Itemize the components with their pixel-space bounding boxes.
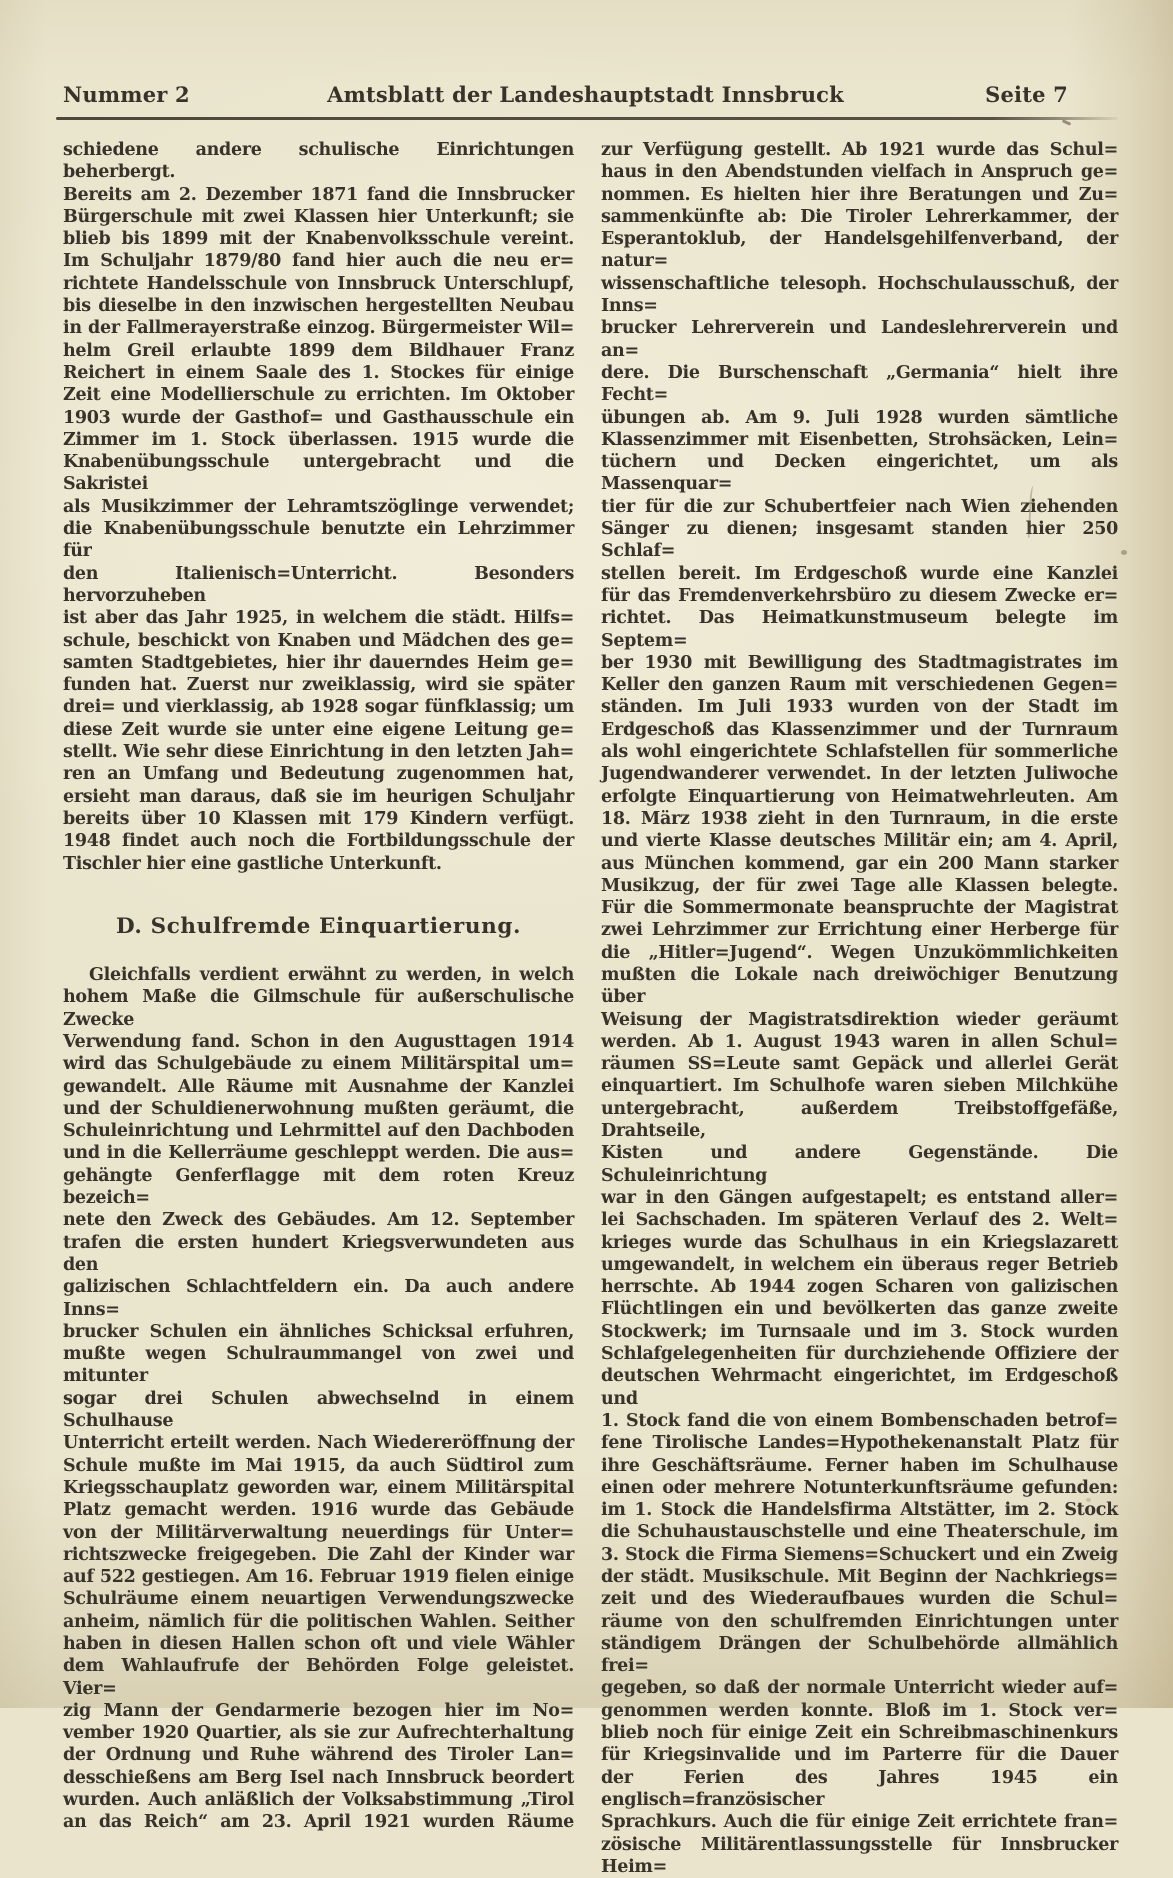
text-line: einen oder mehrere Notunterkunftsräume gefunden: [601, 1477, 1118, 1498]
text-line: schiedene andere schulische Einrichtungen beherbergt. [63, 140, 574, 183]
text-line: von der Militärverwaltung neuerdings für Unter= [63, 1522, 574, 1543]
text-line: nommen. Es hielten hier ihre Beratungen und Zu= [601, 184, 1118, 205]
text-line: für das Fremdenverkehrsbüro zu diesem Zwecke er= [601, 585, 1118, 606]
paragraph [63, 964, 574, 1834]
text-line: ersieht man daraus, daß sie im heurigen Schuljahr [63, 786, 574, 807]
text-line: blieb noch für einige Zeit ein Schreibmaschinenkurs [601, 1723, 1118, 1744]
paper-speck [1121, 550, 1127, 555]
text-line: werden. Ab 1. August 1943 waren in allen Schul= [601, 1031, 1118, 1052]
text-line: herrschte. Ab 1944 zogen Scharen von galizischen [601, 1277, 1118, 1298]
text-line: trafen die ersten hundert Kriegsverwundeten aus den [63, 1232, 574, 1275]
text-line: als Musikzimmer der Lehramtszöglinge verwendet; [63, 496, 574, 517]
text-line: 1. Stock fand die von einem Bombenschaden betrof= [601, 1410, 1118, 1431]
text-line: der städt. Musikschule. Mit Beginn der Nachkriegs= [601, 1567, 1118, 1587]
text-line: Unterricht erteilt werden. Nach Wiedereröffnung der [63, 1433, 574, 1454]
text-line: Schulräume einem neuartigen Verwendungszwecke [63, 1589, 574, 1610]
text-line: blieb bis 1899 mit der Knabenvolksschule vereint. [63, 229, 574, 250]
text-line: auf 522 gestiegen. Am 16. Februar 1919 fielen einige [63, 1567, 574, 1588]
text-line: umgewandelt, in welchem ein überaus reger Betrieb [601, 1254, 1118, 1275]
text-line: der Ferien des Jahres 1945 ein englisch=französischer [601, 1767, 1118, 1810]
text-line: sogar drei Schulen abwechselnd in einem Schulhause [63, 1388, 574, 1432]
text-line: Sänger zu dienen; insgesamt standen hier 250 Schlaf= [601, 519, 1118, 562]
text-line: Kisten und andere Gegenstände. Die Schuleinrichtung [601, 1143, 1118, 1186]
paper-speck [862, 816, 866, 820]
text-line: richtszwecke freigegeben. Die Zahl der Kinder war [63, 1544, 574, 1565]
text-line: bereits über 10 Klassen mit 179 Kindern verfügt. [63, 808, 574, 829]
text-line: Esperantoklub, der Handelsgehilfenverband, der natur= [601, 229, 1118, 272]
text-line: Bereits am 2. Dezember 1871 fand die Innsbrucker [63, 184, 574, 205]
text-line: zur Verfügung gestellt. Ab 1921 wurde das Schul= [601, 140, 1118, 160]
text-line: Musikzug, der für zwei Tage alle Klassen belegte. [601, 875, 1118, 896]
text-line: stellen bereit. Im Erdgeschoß wurde eine Kanzlei [601, 563, 1118, 584]
text-line: richtet. Das Heimatkunstmuseum belegte im Septem= [601, 608, 1118, 651]
paper-speck [90, 836, 94, 840]
text-line: tier für die zur Schubertfeier nach Wien ziehenden [601, 496, 1118, 517]
text-line: Im Schuljahr 1879/80 fand hier auch die neu er= [63, 251, 574, 272]
text-line: mußten die Lokale nach dreiwöchiger Benutzung über [601, 964, 1118, 1008]
text-line: wurden. Auch anläßlich der Volksabstimmung „Tirol [63, 1790, 574, 1811]
text-line: zig Mann der Gendarmerie bezogen hier im No= [63, 1700, 574, 1721]
text-line: einquartiert. Im Schulhofe waren sieben Milchkühe [601, 1076, 1118, 1097]
text-line: mußte wegen Schulraummangel von zwei und mitunter [63, 1344, 574, 1387]
text-line: helm Greil erlaubte 1899 dem Bildhauer Franz [63, 340, 574, 361]
paragraph [63, 139, 574, 875]
text-line: Weisung der Magistratsdirektion wieder geräumt [601, 1009, 1118, 1030]
text-line: desschießens am Berg Isel nach Innsbruck beordert [63, 1767, 574, 1788]
text-line: die Knabenübungsschule benutzte ein Lehrzimmer für [63, 519, 574, 562]
text-line: fene Tirolische Landes=Hypothekenanstalt Platz für [601, 1433, 1118, 1454]
text-line: drei= und vierklassig, ab 1928 sogar fünfklassig; um [63, 697, 574, 718]
text-line: ständen. Im Juli 1933 wurden von der Stadt im [601, 697, 1118, 718]
text-line: dem Wahlaufrufe der Behörden Folge geleistet. Vier= [63, 1656, 574, 1699]
text-line: 1948 findet auch noch die Fortbildungsschule der [63, 831, 574, 852]
text-line: Erdgeschoß das Klassenzimmer und der Turnraum [601, 719, 1118, 740]
text-line: anheim, nämlich für die politischen Wahlen. Seither [63, 1611, 574, 1632]
text-line: bis dieselbe in den inzwischen hergestellten Neubau [63, 296, 574, 317]
text-line: in der Fallmerayerstraße einzog. Bürgermeister Wil= [63, 318, 574, 339]
text-line: ren an Umfang und Bedeutung zugenommen hat, [63, 764, 574, 785]
text-line: räumen SS=Leute samt Gepäck und allerlei Gerät [601, 1054, 1118, 1075]
text-line: genommen werden konnte. Bloß im 1. Stock ver= [601, 1700, 1118, 1721]
text-line: gegeben, so daß der normale Unterricht wieder auf= [601, 1678, 1118, 1699]
text-line: Flüchtlingen ein und bevölkerten das ganze zweite [601, 1299, 1118, 1320]
paper-speck [1086, 1498, 1091, 1502]
text-line: sammenkünfte ab: Die Tiroler Lehrerkammer, der [601, 206, 1118, 227]
text-line: übungen ab. Am 9. Juli 1928 wurden sämtliche [601, 407, 1118, 428]
text-line: Knabenübungsschule untergebracht und die Sakristei [63, 452, 574, 495]
header-rule [56, 117, 1118, 120]
text-line: Schlafgelegenheiten für durchziehende Offiziere der [601, 1344, 1118, 1365]
text-line: zwei Lehrzimmer zur Errichtung einer Herberge für [601, 920, 1118, 941]
text-line: Für die Sommermonate beanspruchte der Magistrat [601, 898, 1118, 919]
text-line: samten Stadtgebietes, hier ihr dauerndes Heim ge= [63, 652, 574, 673]
text-line: haben in diesen Hallen schon oft und viele Wähler [63, 1634, 574, 1654]
text-line: und der Schuldienerwohnung mußten geräumt, die [63, 1098, 574, 1119]
text-line: aus München kommend, gar ein 200 Mann starker [601, 853, 1118, 874]
text-line: ihre Geschäftsräume. Ferner haben im Schulhause [601, 1455, 1118, 1476]
text-line: im 1. Stock die Handelsfirma Altstätter, im 2. Stock [601, 1500, 1118, 1521]
text-line: die Schuhaustauschstelle und eine Theaterschule, im [601, 1522, 1118, 1543]
text-line: zösische Militärentlassungsstelle für Innsbrucker Heim= [601, 1834, 1118, 1877]
text-line: ständigem Drängen der Schulbehörde allmählich frei= [601, 1633, 1118, 1677]
text-line: lei Sachschaden. Im späteren Verlauf des 2. Welt= [601, 1210, 1118, 1231]
text-line: gehängte Genferflagge mit dem roten Kreuz bezeich= [63, 1165, 574, 1209]
text-line: die „Hitler=Jugend“. Wegen Unzukömmlichkeiten [601, 942, 1118, 963]
text-line: Gleichfalls verdient erwähnt zu werden, in welch [89, 965, 574, 986]
text-line: erfolgte Einquartierung von Heimatwehrleuten. Am [601, 786, 1118, 807]
text-line: Sprachkurs. Auch die für einige Zeit errichtete fran= [601, 1812, 1118, 1833]
section-heading: D. Schulfremde Einquartierung. [115, 913, 522, 939]
text-line: haus in den Abendstunden vielfach in Anspruch ge= [601, 162, 1118, 183]
text-line: brucker Lehrerverein und Landeslehrerverein und an= [601, 318, 1118, 361]
masthead-title: Amtsblatt der Landeshauptstadt Innsbruck [327, 82, 844, 107]
text-line: nete den Zweck des Gebäudes. Am 12. September [63, 1210, 574, 1231]
text-line: an das Reich“ am 23. April 1921 wurden Räume [63, 1812, 574, 1833]
text-line: brucker Schulen ein ähnliches Schicksal erfuhren, [63, 1321, 574, 1342]
text-line: Schule mußte im Mai 1915, da auch Südtirol zum [63, 1455, 574, 1476]
text-line: war in den Gängen aufgestapelt; es entstand aller= [601, 1187, 1118, 1208]
text-line: ist aber das Jahr 1925, in welchem die städt. Hilfs= [63, 608, 574, 629]
text-line: Schuleinrichtung und Lehrmittel auf den Dachboden [63, 1121, 574, 1142]
text-line: schule, beschickt von Knaben und Mädchen des ge= [63, 630, 574, 651]
text-line: räume von den schulfremden Einrichtungen unter [601, 1611, 1118, 1632]
text-line: der Ordnung und Ruhe während des Tiroler Lan= [63, 1745, 574, 1766]
text-line: vember 1920 Quartier, als sie zur Aufrechterhaltung [63, 1723, 574, 1744]
rule-end-mark [1062, 119, 1071, 125]
text-line: richtete Handelsschule von Innsbruck Unterschlupf, [63, 273, 574, 294]
text-line: Reichert in einem Saale des 1. Stockes für einige [63, 362, 574, 383]
text-line: hohem Maße die Gilmschule für außerschulische Zwecke [63, 987, 574, 1030]
text-line: Klassenzimmer mit Eisenbetten, Strohsäcken, Lein= [601, 429, 1118, 450]
text-line: Jugendwanderer verwendet. In der letzten Juliwoche [601, 764, 1118, 785]
text-line: und vierte Klasse deutsches Militär ein; am 4. April, [601, 831, 1118, 852]
text-line: Stockwerk; im Turnsaale und im 3. Stock wurden [601, 1321, 1118, 1342]
text-line: 18. März 1938 zieht in den Turnraum, in die erste [601, 808, 1118, 829]
text-line: funden hat. Zuerst nur zweiklassig, wird sie später [63, 675, 574, 696]
text-line: Platz gemacht werden. 1916 wurde das Gebäude [63, 1500, 574, 1521]
text-line: Kriegsschauplatz geworden war, einem Militärspital [63, 1477, 574, 1498]
text-line: diese Zeit wurde sie unter eine eigene Leitung ge= [63, 719, 574, 740]
text-line: und in die Kellerräume geschleppt werden. Die aus= [63, 1143, 574, 1164]
text-line: für Kriegsinvalide und im Parterre für die Dauer [601, 1745, 1118, 1766]
text-line: tüchern und Decken eingerichtet, um als Massenquar= [601, 452, 1118, 495]
page-header [63, 82, 1068, 112]
text-line: 1903 wurde der Gasthof= und Gasthausschule ein [63, 407, 574, 428]
text-line: zeit und des Wiederaufbaues wurden die Schul= [601, 1589, 1118, 1610]
text-line: als wohl eingerichtete Schlafstellen für sommerliche [601, 742, 1118, 763]
page-number: Seite 7 [985, 82, 1068, 107]
text-line: krieges wurde das Schulhaus in ein Kriegslazarett [601, 1232, 1118, 1253]
text-line: Zeit eine Modellierschule zu errichten. Im Oktober [63, 385, 574, 406]
issue-number: Nummer 2 [63, 82, 190, 107]
text-line: galizischen Schlachtfeldern ein. Da auch andere Inns= [63, 1277, 574, 1320]
text-line: gewandelt. Alle Räume mit Ausnahme der Kanzlei [63, 1076, 574, 1097]
right-column [601, 139, 1118, 1878]
text-line: Tischler hier eine gastliche Unterkunft. [63, 853, 442, 874]
text-line: Verwendung fand. Schon in den Augusttagen 1914 [63, 1031, 574, 1052]
text-line: ber 1930 mit Bewilligung des Stadtmagistrates im [601, 652, 1118, 673]
text-line: Zimmer im 1. Stock überlassen. 1915 wurde die [63, 429, 574, 450]
text-line: untergebracht, außerdem Treibstoffgefäße, Drahtseile, [601, 1098, 1118, 1142]
text-line: wissenschaftliche telesoph. Hochschulausschuß, der Inns= [601, 273, 1118, 317]
text-line: wird das Schulgebäude zu einem Militärspital um= [63, 1054, 574, 1075]
text-line: Keller den ganzen Raum mit verschiedenen Gegen= [601, 675, 1118, 696]
text-line: dere. Die Burschenschaft „Germania“ hielt ihre Fecht= [601, 362, 1118, 406]
paragraph [601, 139, 1118, 1878]
text-line: deutschen Wehrmacht eingerichtet, im Erdgeschoß und [601, 1366, 1118, 1409]
text-line: stellt. Wie sehr diese Einrichtung in den letzten Jah= [63, 742, 574, 763]
text-line: den Italienisch=Unterricht. Besonders hervorzuheben [63, 563, 574, 606]
left-column [63, 139, 574, 1834]
text-line: 3. Stock die Firma Siemens=Schuckert und ein Zweig [601, 1544, 1118, 1565]
text-line: Bürgerschule mit zwei Klassen hier Unterkunft; sie [63, 206, 574, 227]
